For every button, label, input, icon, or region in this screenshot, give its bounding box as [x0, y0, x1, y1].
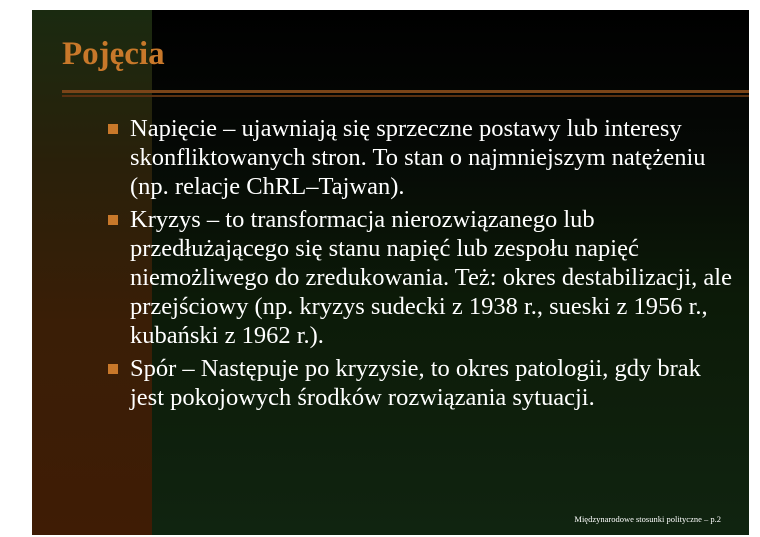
slide-footer: Międzynarodowe stosunki polityczne – p.2: [574, 514, 721, 524]
square-bullet-icon: [108, 124, 118, 134]
bullet-item-kryzys: [108, 205, 738, 350]
square-bullet-icon: [108, 364, 118, 374]
square-bullet-icon: [108, 215, 118, 225]
bullet-text: Kryzys – to transformacja nierozwiązanego lub przedłużającego się stanu napięć lub zespołu napięć niemożliwego do zredukowania. Też: okres destabilizacji, ale przejściowy (np. kryzys sudecki z 1938 r., sueski z 1956 r., kubański z 1962 r.).: [130, 206, 732, 349]
bullet-item-napiecie: [108, 114, 738, 201]
title-rule-secondary: [62, 95, 749, 97]
bullet-list: [108, 114, 738, 416]
slide-title: Pojęcia: [62, 36, 165, 72]
bullet-text: Spór – Następuje po kryzysie, to okres patologii, gdy brak jest pokojowych środków rozwiązania sytuacji.: [130, 355, 701, 411]
slide: [32, 10, 749, 535]
title-rule: [62, 90, 749, 93]
bullet-item-spor: [108, 354, 738, 412]
bullet-text: Napięcie – ujawniają się sprzeczne postawy lub interesy skonfliktowanych stron. To stan o najmniejszym natężeniu (np. relacje ChRL–Tajwan).: [130, 115, 706, 200]
